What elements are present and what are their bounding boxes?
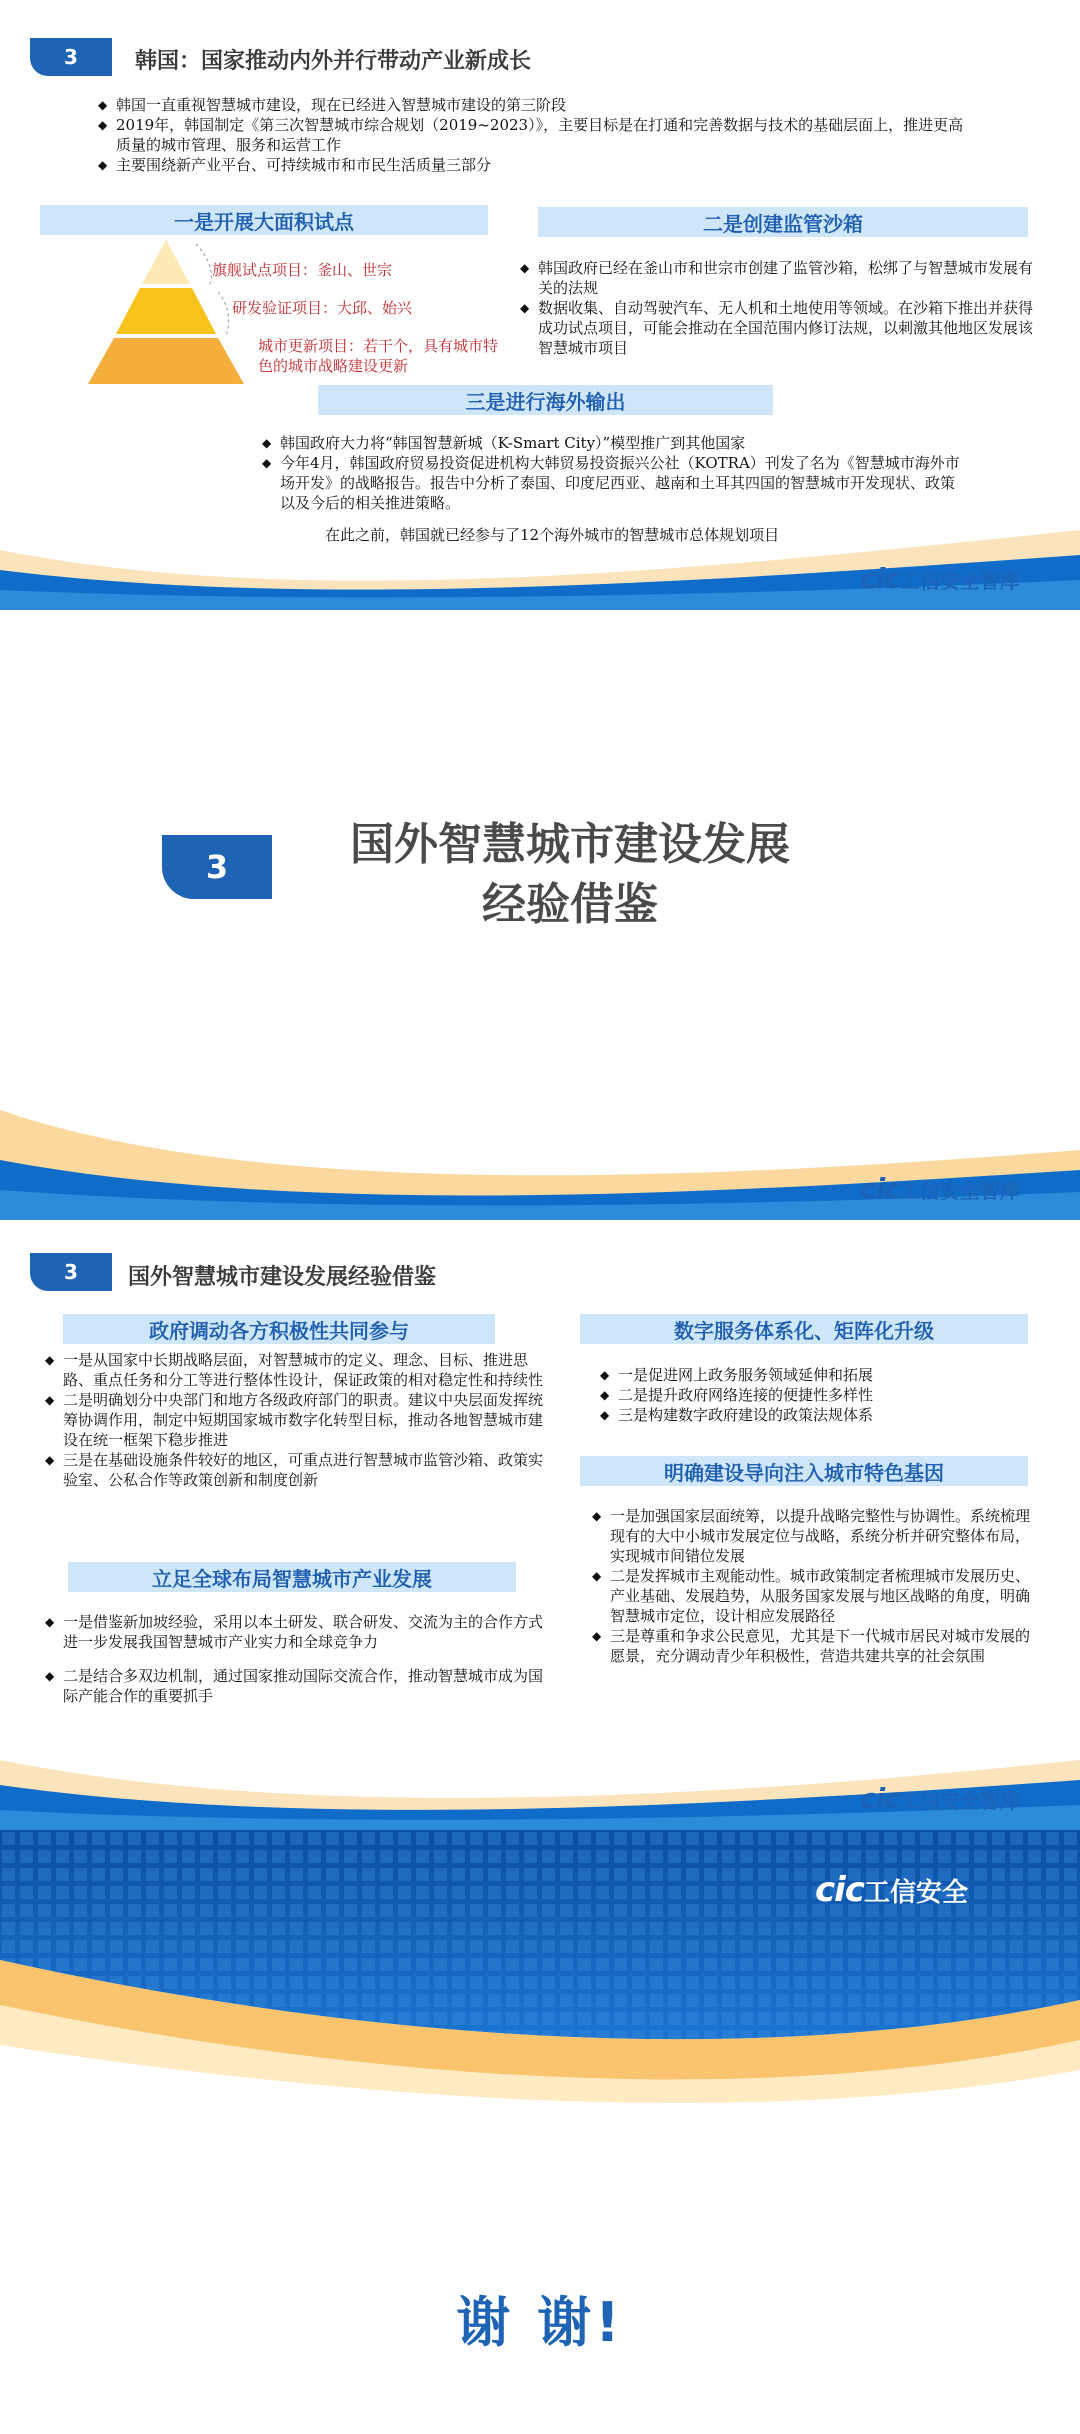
list-item: ◆ 韩国政府已经在釜山市和世宗市创建了监管沙箱，松绑了与智慧城市发展有关的法规 (520, 258, 1040, 298)
box-feature-bullets (592, 1506, 1032, 1666)
pyramid-label-rnd: 研发验证项目：大邱、始兴 (232, 299, 413, 317)
slide-korea (0, 0, 1080, 610)
list-item: ◆ 二是结合多双边机制，通过国家推动国际交流合作，推动智慧城市成为国际产能合作的重要抓手 (45, 1666, 555, 1706)
slide-experience (0, 1220, 1080, 1830)
pyramid-label-renewal: 城市更新项目：若干个，具有城市特色的城市战略建设更新 (258, 337, 499, 375)
brand-logo (815, 1870, 968, 1910)
list-item: ◆ 韩国政府大力将“韩国智慧新城（K-Smart City）”模型推广到其他国家 (262, 433, 962, 453)
list-item: ◆ 三是构建数字政府建设的政策法规体系 (600, 1405, 1030, 1425)
box-digital-bullets (600, 1365, 1030, 1425)
list-item: ◆ 三是尊重和争求公民意见，尤其是下一代城市居民对城市发展的愿景，充分调动青少年积极性，营造共建共享的社会氛围 (592, 1626, 1032, 1666)
band-sandbox: 二是创建监管沙箱 (538, 207, 1028, 237)
logo-text: 工信安全智库 (899, 1789, 1020, 1813)
logo-text: 工信安全智库 (899, 569, 1020, 593)
title-line-1: 国外智慧城市建设发展 (350, 819, 790, 870)
section-title: 国外智慧城市建设发展经验借鉴 (128, 1265, 437, 1290)
box-digital-title: 数字服务体系化、矩阵化升级 (580, 1314, 1028, 1344)
slide-section-cover (0, 610, 1080, 1220)
logo-text: 工信安全 (863, 1878, 968, 1908)
list-item: ◆ 今年4月，韩国政府贸易投资促进机构大韩贸易投资振兴公社（KOTRA）刊发了名为《智慧城市海外市场开发》的战略报告。报告中分析了泰国、印度尼西亚、越南和土耳其四国的智慧城市开发现状、政策以及今后的相关推进策略。 (262, 453, 962, 513)
box-gov-bullets (45, 1350, 555, 1490)
box-global-title: 立足全球布局智慧城市产业发展 (68, 1562, 516, 1592)
logo-mark: cic (860, 1782, 900, 1815)
logo-mark: cic (815, 1870, 864, 1910)
box-global-bullets (45, 1612, 555, 1706)
section-title: 韩国：国家推动内外并行带动产业新成长 (135, 49, 532, 74)
section-number-tab: 3 (162, 835, 272, 899)
export-tail: 在此之前，韩国就已经参与了12个海外城市的智慧城市总体规划项目 (325, 526, 780, 544)
sandbox-bullets (520, 258, 1040, 358)
title-line-2: 经验借鉴 (482, 879, 658, 930)
list-item: ◆ 二是提升政府网络连接的便捷性多样性 (600, 1385, 1030, 1405)
band-export: 三是进行海外输出 (318, 385, 773, 415)
slide-thanks (0, 1830, 1080, 2434)
logo-mark: cic (860, 1172, 900, 1205)
pyramid-diagram (78, 236, 254, 388)
thanks-text: 谢 谢! (456, 2291, 624, 2354)
box-gov-title: 政府调动各方积极性共同参与 (63, 1314, 495, 1344)
section-number-tab: 3 (30, 38, 112, 76)
brand-logo (860, 1782, 1020, 1815)
list-item: ◆ 主要围绕新产业平台、可持续城市和市民生活质量三部分 (98, 155, 978, 175)
list-item: ◆ 三是在基础设施条件较好的地区，可重点进行智慧城市监管沙箱、政策实验室、公私合作等政策创新和制度创新 (45, 1450, 555, 1490)
intro-bullets (98, 95, 978, 175)
pyramid-top (142, 240, 190, 284)
pyramid-label-flagship: 旗舰试点项目：釜山、世宗 (212, 261, 393, 279)
list-item: ◆ 2019年，韩国制定《第三次智慧城市综合规划（2019~2023）》，主要目标是在打通和完善数据与技术的基础层面上，推进更高质量的城市管理、服务和运营工作 (98, 115, 978, 155)
pyramid-middle (116, 288, 216, 334)
list-item: ◆ 一是加强国家层面统筹，以提升战略完整性与协调性。系统梳理现有的大中小城市发展定位与战略，系统分析并研究整体布局，实现城市间错位发展 (592, 1506, 1032, 1566)
box-feature-title: 明确建设导向注入城市特色基因 (580, 1456, 1028, 1486)
pyramid-bottom (88, 338, 244, 384)
list-item: ◆ 二是发挥城市主观能动性。城市政策制定者梳理城市发展历史、产业基础、发展趋势，从服务国家发展与地区战略的角度，明确智慧城市定位，设计相应发展路径 (592, 1566, 1032, 1626)
list-item: ◆ 数据收集、自动驾驶汽车、无人机和土地使用等领域。在沙箱下推出并获得成功试点项目，可能会推动在全国范围内修订法规，以刺激其他地区发展该智慧城市项目 (520, 298, 1040, 358)
brand-logo (860, 562, 1020, 595)
logo-mark: cic (860, 562, 900, 595)
list-item: ◆ 一是促进网上政务服务领域延伸和拓展 (600, 1365, 1030, 1385)
section-cover-title (290, 815, 850, 935)
list-item: ◆ 二是明确划分中央部门和地方各级政府部门的职责。建议中央层面发挥统筹协调作用，制定中短期国家城市数字化转型目标，推动各地智慧城市建设在统一框架下稳步推进 (45, 1390, 555, 1450)
section-number-tab: 3 (30, 1253, 112, 1291)
list-item: ◆ 一是借鉴新加坡经验，采用以本土研发、联合研发、交流为主的合作方式进一步发展我国智慧城市产业实力和全球竞争力 (45, 1612, 555, 1652)
list-item: ◆ 一是从国家中长期战略层面，对智慧城市的定义、理念、目标、推进思路、重点任务和分工等进行整体性设计，保证政策的相对稳定性和持续性 (45, 1350, 555, 1390)
brand-logo (860, 1172, 1020, 1205)
list-item: ◆ 韩国一直重视智慧城市建设，现在已经进入智慧城市建设的第三阶段 (98, 95, 978, 115)
band-pilot: 一是开展大面积试点 (40, 205, 488, 235)
logo-text: 工信安全智库 (899, 1179, 1020, 1203)
